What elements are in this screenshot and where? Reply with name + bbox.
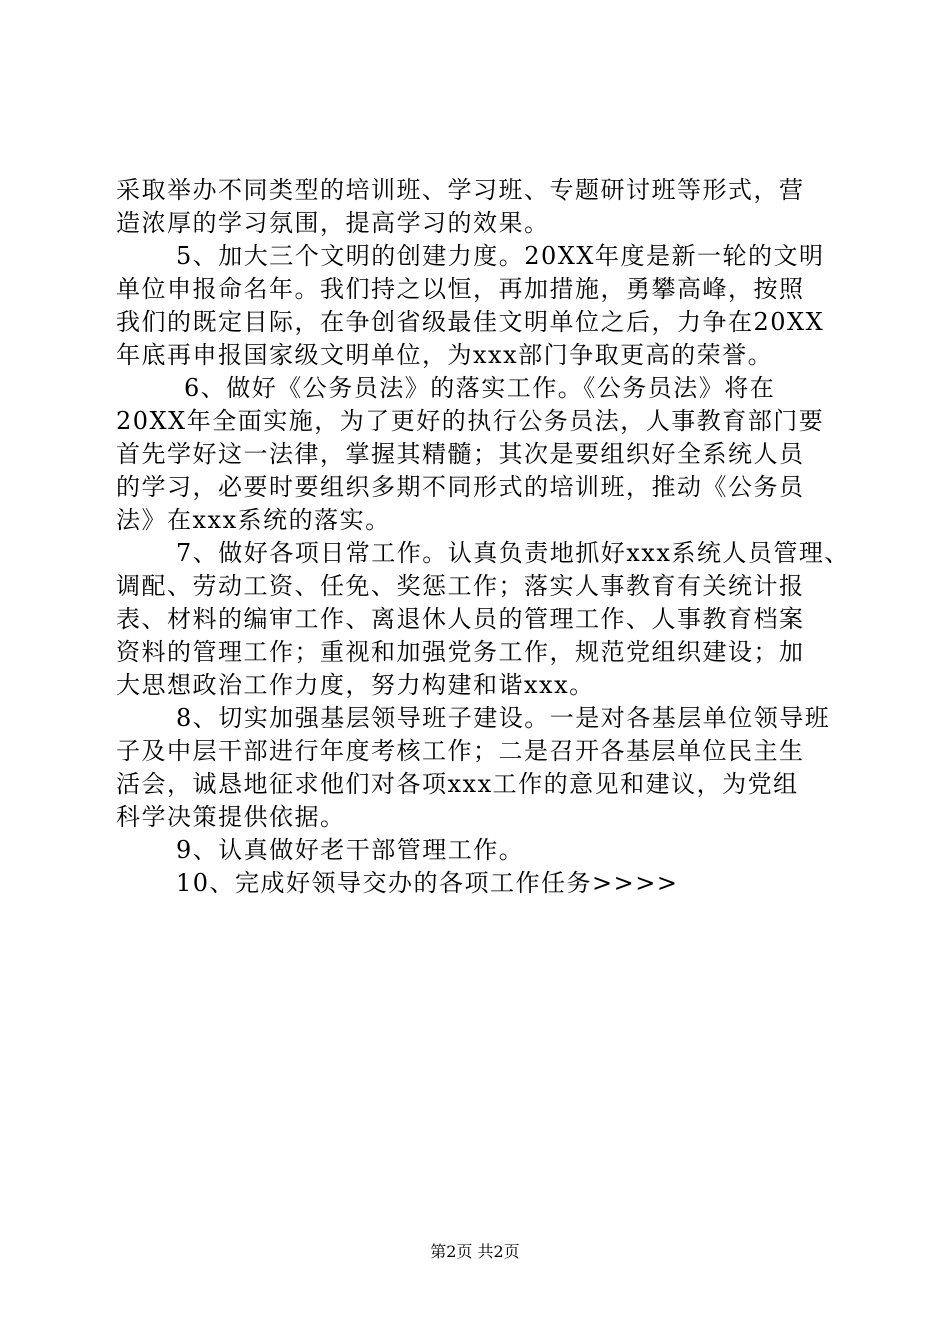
text-line-content: 大思想政治工作力度，努力构建和谐xxx。 — [116, 671, 595, 699]
text-line — [116, 339, 836, 372]
text-line — [116, 636, 836, 669]
text-line-content: 的学习，必要时要组织多期不同形式的培训班，推动《公务员 — [116, 473, 805, 501]
text-line — [116, 669, 836, 702]
text-line — [116, 273, 836, 306]
text-line-content: 年底再申报国家级文明单位，为xxx部门争取更高的荣誉。 — [116, 341, 774, 369]
text-line-content: 资料的管理工作；重视和加强党务工作，规范党组织建设；加 — [116, 638, 805, 666]
text-line-content: 表、材料的编审工作、离退休人员的管理工作、人事教育档案 — [116, 605, 805, 633]
text-line — [116, 537, 850, 570]
text-line-content: 采取举办不同类型的培训班、学习班、专题研讨班等形式，营 — [116, 176, 805, 204]
text-line-content: 9、认真做好老干部管理工作。 — [176, 836, 525, 864]
text-line-content: 科学决策提供依据。 — [116, 803, 346, 831]
text-line-content: 调配、劳动工资、任免、奖惩工作；落实人事教育有关统计报 — [116, 572, 805, 600]
text-line-content: 造浓厚的学习氛围，提高学习的效果。 — [116, 209, 550, 237]
text-line — [116, 702, 836, 735]
text-line — [116, 570, 836, 603]
text-line — [116, 504, 836, 537]
text-line-content: 活会，诚恳地征求他们对各项xxx工作的意见和建议，为党组 — [116, 770, 799, 798]
page-footer — [0, 1242, 950, 1262]
text-line — [116, 801, 836, 834]
text-line — [116, 867, 836, 900]
text-line — [116, 372, 836, 405]
text-line — [116, 240, 836, 273]
text-line — [116, 174, 836, 207]
text-line-content: 子及中层干部进行年度考核工作；二是召开各基层单位民主生 — [116, 737, 805, 765]
text-line-content: 6、做好《公务员法》的落实工作。《公务员法》将在 — [184, 374, 776, 402]
document-body — [116, 174, 850, 900]
text-line — [116, 207, 836, 240]
text-line — [116, 405, 836, 438]
text-line-content: 10、完成好领导交办的各项工作任务>>>> — [176, 869, 679, 897]
text-line — [116, 603, 836, 636]
text-line-content: 5、加大三个文明的创建力度。20XX年度是新一轮的文明 — [176, 242, 825, 270]
text-line-content: 20XX年全面实施，为了更好的执行公务员法，人事教育部门要 — [116, 407, 825, 435]
text-line-content: 法》在xxx系统的落实。 — [116, 506, 391, 534]
text-line-content: 单位申报命名年。我们持之以恒，再加措施，勇攀高峰，按照 — [116, 275, 805, 303]
text-line — [116, 438, 836, 471]
text-line — [116, 735, 836, 768]
text-line — [116, 834, 836, 867]
text-line-content: 8、切实加强基层领导班子建设。一是对各基层单位领导班 — [176, 704, 831, 732]
page-number: 第2页 共2页 — [430, 1242, 520, 1261]
text-line — [116, 306, 836, 339]
text-line — [116, 471, 836, 504]
text-line — [116, 768, 836, 801]
text-line-content: 我们的既定目际，在争创省级最佳文明单位之后，力争在20XX — [116, 308, 825, 336]
text-line-content: 首先学好这一法律，掌握其精髓；其次是要组织好全系统人员 — [116, 440, 805, 468]
text-line-content: 7、做好各项日常工作。认真负责地抓好xxx系统人员管理、 — [176, 539, 850, 567]
